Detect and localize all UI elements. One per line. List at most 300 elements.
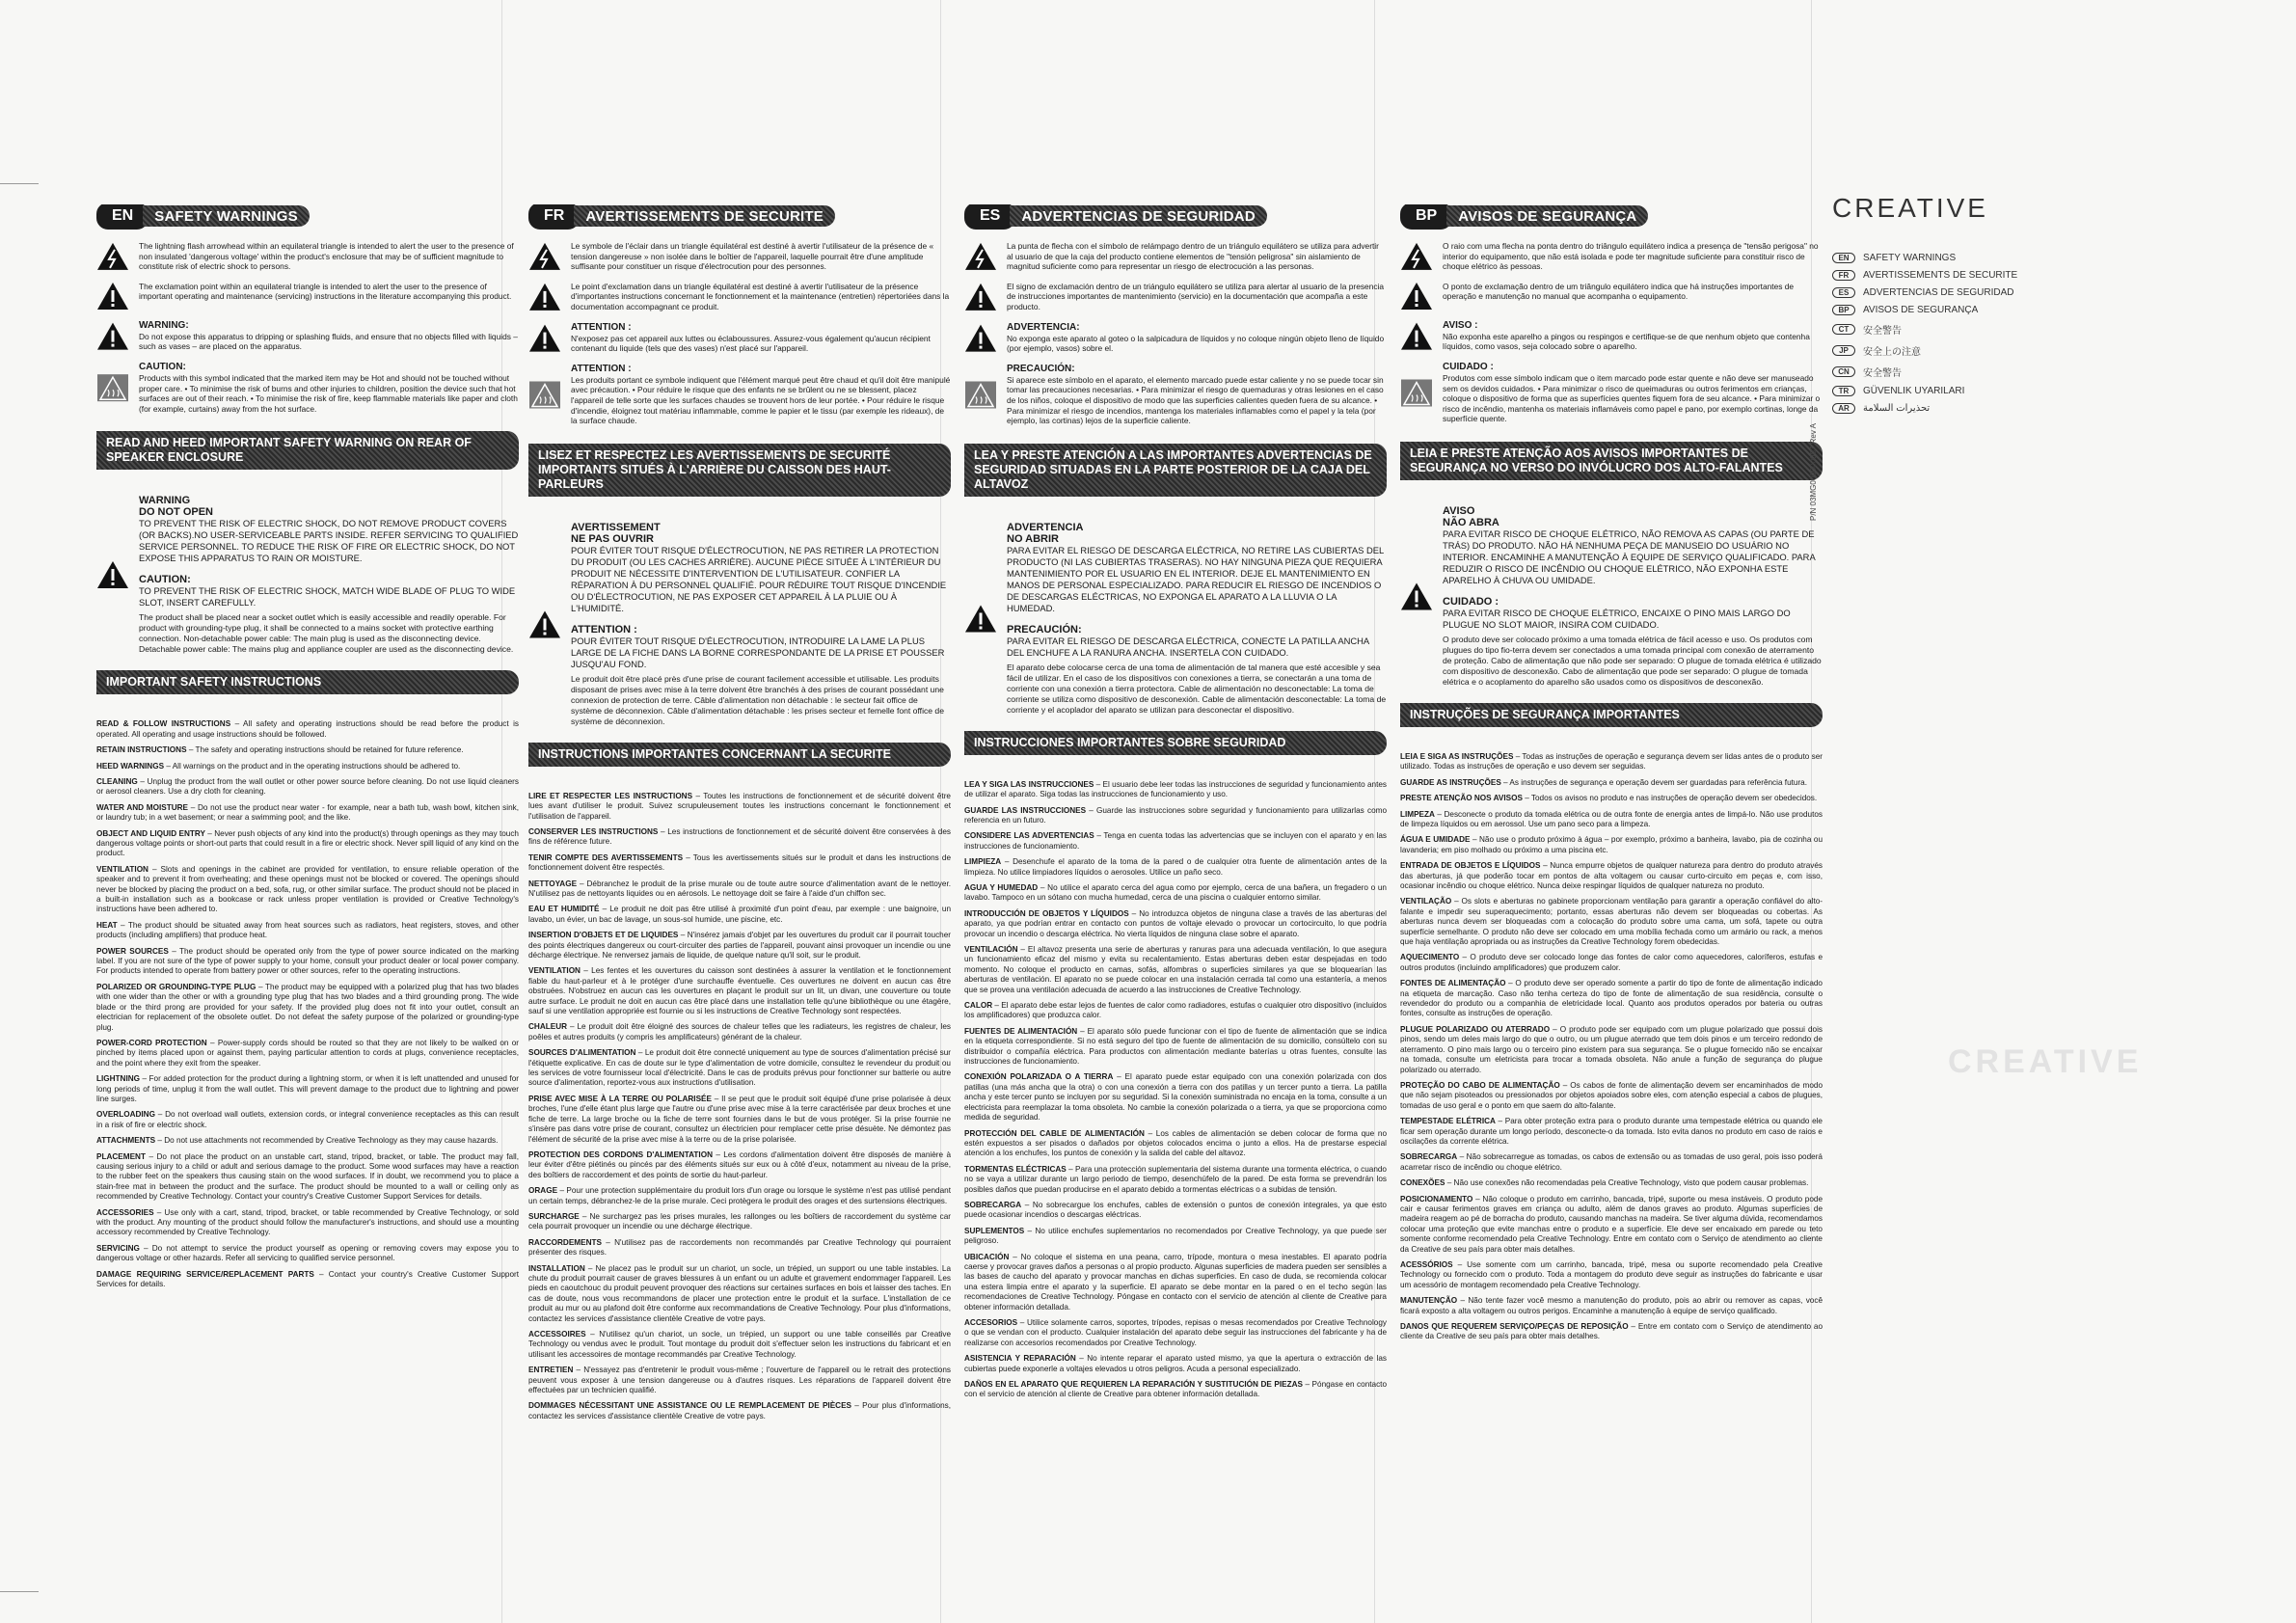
instruction-heading: LEA Y SIGA LAS INSTRUCCIONES [964,779,1094,789]
instruction-text: – El altavoz presenta una serie de aberturas y ranuras para una adecuada ventilación, lo que asegura un funcionamiento eficaz del mismo y evita su recalentamiento. Estas aberturas deben estar despejadas en todo momento. No coloque el producto en camas, sofás, alfombras o superficies similares ya que se bloquearían las aberturas de ventilación. El aparato no se puede colocar en una instalación cerrada tal como una estantería, a menos que se provea una ventilación adecuada de acuerdo a las instrucciones de Creative Technology. [964,945,1387,994]
warning-text: Le symbole de l'éclair dans un triangle équilatéral est destiné à avertir l'utilisateur de la présence de « tension dangereuse » non isolée dans le boîtier de l'appareil, laquelle pourrait être d'une amplitude suffisante pour constituer un risque d'électrocution pour des personnes. [571,241,934,272]
instruction-item [1400,1152,1823,1173]
instruction-heading: INTRODUCCIÓN DE OBJETOS Y LÍQUIDOS [964,908,1129,918]
instruction-text: – N'insérez jamais d'objet par les ouvertures du produit car il pourrait toucher des points électriques dangereux ou court-circuiter des parties de l'appareil, pouvant ainsi provoquer un incendie ou une décharge électrique. Ne renversez jamais de liquide, de quelque nature qu'il soit, sur le produit. [528,931,951,960]
rear-warning-heading: AVERTISSEMENT [571,521,661,533]
warning-text: La punta de flecha con el símbolo de relámpago dentro de un triángulo equilátero se utiliza para advertir al usuario de que la caja del producto contiene elementos de "tensión peligrosa" sin aislamiento de magnitud suficiente como para representar un riesgo de electrocución a las personas. [1007,241,1379,272]
language-code-badge: ES [1832,287,1855,298]
instruction-heading: INSTALLATION [528,1263,585,1273]
instruction-item [964,1201,1387,1221]
language-label: 安全警告 [1863,368,1902,379]
warning-lightning [1400,241,1823,272]
instruction-text: – N'utilisez qu'un chariot, un socle, un trépied, un support ou une table conseillés par Creative Technology ou vendus avec le produit. Tout montage du produit doit s'effectuer selon les instructions du fabricant et en utilisant les accessoires de montage recommandés par Creative Technology. [528,1330,951,1359]
instruction-item [528,1095,951,1145]
instruction-heading: NETTOYAGE [528,879,578,888]
caution-hot [96,362,519,414]
language-index-row [1832,365,2256,379]
instruction-item [1400,1081,1823,1111]
instruction-heading: HEAT [96,920,118,930]
section-title: SAFETY WARNINGS [143,205,310,227]
instruction-text: – Use somente com um carrinho, bancada, tripé, mesa ou suporte recomendado pela Creative Technology ou fornecido com o produto. Toda a montagem do produto deve seguir as instruções do fabricante e usar um acessório de montagem recomendado pela Creative Technology. [1400,1260,1823,1289]
instruction-text: – Desconecte o produto da tomada elétrica ou de outra fonte de energia antes de limpá-lo. Não use produtos de limpeza líquidos ou em aerossol. Use um pano seco para a limpeza. [1400,809,1823,828]
language-index-row [1832,305,2256,315]
instruction-item [96,1136,519,1146]
instruction-text: – Do not attempt to service the product yourself as opening or removing covers may expose you to dangerous voltage or other hazards. Refer all servicing to qualified service personnel. [96,1243,519,1263]
instruction-text: – Los cables de alimentación se deben colocar de forma que no estén expuestos a ser pisados o dañados por objetos colocados encima o junto a ellos. Ha de prestarse especial atención a los enchufes, los puntos de conexión y la salida del cable del altavoz. [964,1128,1387,1158]
instruction-heading: CHALEUR [528,1022,568,1032]
instruction-text: – Do not place the product on an unstable cart, stand, tripod, bracket, or table. The product may fall, causing serious injury to a child or adult and serious damage to the product. Some wood surfaces may have a reaction to the rubber feet on the speakers thus causing stain on the wood surfaces. If in doubt, we recommend you to place a stain-free mat in between the product and the surface. The product should be mounted to a wall or ceiling only as recommended by Creative Technology. Contact your country's Creative Customer Support Services for details. [96,1151,519,1202]
instruction-heading: LIMPEZA [1400,809,1435,819]
instruction-item [96,1039,519,1068]
instruction-heading: CLEANING [96,776,138,786]
lightning-triangle-icon [1400,241,1433,272]
instruction-item [528,1048,951,1089]
instruction-item [528,1238,951,1258]
exclamation-triangle-icon [528,522,561,727]
exclamation-triangle-icon [964,282,997,312]
language-label: تحذيرات السلامة [1863,403,1931,414]
instruction-text: – For added protection for the product during a lightning storm, or when it is left unattended and unused for long periods of time, unplug it from the wall outlet. This will prevent damage to the product due to lightning and power line surges. [96,1074,519,1103]
language-code-badge: CN [1832,366,1855,377]
warning-heading: AVISO : [1443,319,1478,331]
instruction-heading: DOMMAGES NÉCESSITANT UNE ASSISTANCE OU LE REMPLACEMENT DE PIÈCES [528,1401,851,1411]
instruction-heading: ASISTENCIA Y REPARACIÓN [964,1354,1076,1364]
instruction-heading: READ & FOLLOW INSTRUCTIONS [96,719,231,729]
instruction-item [1400,1117,1823,1147]
instruction-item [1400,835,1823,855]
ghost-logo: CREATIVE [1948,1043,2143,1080]
instruction-text: – Unplug the product from the wall outlet or other power source before cleaning. Do not use liquid cleaners or aerosol cleaners. Use a dry cloth for cleaning. [96,776,519,797]
instruction-text: – Never push objects of any kind into the product(s) through openings as they may touch dangerous voltage points or short-out parts that could result in a fire or electric shock. Never spill liquid of any kind on the product. [96,828,519,858]
instruction-item [964,857,1387,878]
hot-surface-icon [528,364,561,426]
instruction-heading: POSICIONAMENTO [1400,1194,1473,1204]
rear-warning-subheading: NO ABRIR [1007,532,1059,545]
warning-exclamation [964,282,1387,312]
instruction-heading: DAÑOS EN EL APARATO QUE REQUIEREN LA REPARACIÓN Y SUSTITUCIÓN DE PIEZAS [964,1380,1303,1390]
instruction-text: – N'essayez pas d'entretenir le produit vous-même ; l'ouverture de l'appareil ou le retrait des protections peuvent vous exposer à une tension dangereuse ou à d'autres risques. Les réparations de l'appareil doivent être effectuées par un technicien qualifié. [528,1366,951,1395]
caution-hot [528,364,951,426]
warning-exclamation [96,282,519,311]
instruction-heading: ACESSÓRIOS [1400,1260,1453,1269]
instruction-text: – Póngase en contacto con el servicio de atención al cliente de Creative para obtener información detallada. [964,1380,1387,1399]
instruction-item [1400,861,1823,891]
rear-caution-text: PARA EVITAR RISCO DE CHOQUE ELÉTRICO, ENCAIXE O PINO MAIS LARGO DO PLUGUE NO SLOT MAIOR, INSIRA COM CUIDADO. [1443,607,1791,630]
instruction-heading: PLUGUE POLARIZADO OU ATERRADO [1400,1024,1551,1034]
instruction-heading: CALOR [964,1001,993,1011]
exclamation-triangle-icon [1400,282,1433,311]
lightning-triangle-icon [528,241,561,272]
instruction-heading: SUPLEMENTOS [964,1226,1025,1235]
instruction-text: – All safety and operating instructions should be read before the product is operated. All operating and usage instructions should be followed. [96,719,519,739]
instruction-item [96,983,519,1033]
hot-surface-icon [1400,362,1433,424]
rear-caution-heading: CUIDADO : [1443,595,1499,608]
instruction-heading: TEMPESTADE ELÉTRICA [1400,1117,1496,1126]
instruction-heading: OBJECT AND LIQUID ENTRY [96,828,205,838]
instruction-text: – Não use conexões não recomendadas pela Creative Technology, visto que podem causar problemas. [1445,1178,1809,1188]
language-code-badge: FR [528,204,580,230]
language-label: GÜVENLIK UYARILARI [1863,386,1965,396]
caution-heading: ATTENTION : [571,363,632,374]
exclamation-triangle-icon [96,320,129,352]
instruction-text: – Não use o produto próximo à água – por exemplo, próximo a banheira, lavabo, pia de cozinha ou lavanderia; em piso molhado ou próximo a uma piscina etc. [1400,835,1823,854]
lightning-triangle-icon [96,241,129,272]
section-header [1400,204,1823,228]
instruction-text: – Use only with a cart, stand, tripod, bracket, or table recommended by Creative Technology, or sold with the product. Any mounting of the product should follow the manufacturer's instructions, and should use a mounting accessory recommended by Creative Technology. [96,1207,519,1237]
instruction-heading: RACCORDEMENTS [528,1237,602,1247]
language-code-badge: EN [96,204,149,230]
instruction-heading: LIRE ET RESPECTER LES INSTRUCTIONS [528,791,693,800]
rear-warning [528,522,951,727]
instruction-heading: FONTES DE ALIMENTAÇÃO [1400,979,1506,988]
exclamation-triangle-icon [964,522,997,716]
instruction-item [96,745,519,755]
instructions-banner: INSTRUCTIONS IMPORTANTES CONCERNANT LA SECURITE [528,743,951,767]
warning-text: The exclamation point within an equilateral triangle is intended to alert the user to the presence of important operating and maintenance (servicing) instructions in the literature accompanying this product. [139,281,512,302]
instruction-heading: PROTECTION DES CORDONS D'ALIMENTATION [528,1150,713,1159]
instruction-text: – Débranchez le produit de la prise murale ou de toute autre source d'alimentation avant de le nettoyer. N'utilisez pas de nettoyants liquides ou en aérosols. Le nettoyage doit se faire à l'aide d'un chiffon sec. [528,879,951,898]
instruction-text: – Le produit doit être connecté uniquement au type de sources d'alimentation précisé sur l'étiquette explicative. En cas de doute sur le type d'alimentation de votre domicile, consultez le revendeur du produit ou les services de votre fournisseur local d'électricité. Dans le cas de produits prévus pour fonctionner sur batterie ou autre source d'alimentation, reportez-vous aux instructions d'utilisation. [528,1048,951,1088]
instruction-heading: SERVICING [96,1243,140,1253]
instruction-heading: LEIA E SIGA AS INSTRUÇÕES [1400,751,1514,761]
instructions-list [96,719,519,1289]
instruction-text: – Les instructions de fonctionnement et de sécurité doivent être conservées à des fins de référence future. [528,826,951,847]
language-label: 安全警告 [1863,326,1902,337]
instruction-heading: EAU ET HUMIDITÉ [528,905,600,914]
language-index-row [1832,253,2256,263]
language-label: AVISOS DE SEGURANÇA [1863,305,1979,315]
language-code-badge: AR [1832,403,1855,414]
instruction-item [96,1074,519,1104]
instruction-text: – Os slots e aberturas no gabinete proporcionam ventilação para garantir a operação confiável do alto-falante e impedir seu superaquecimento; portanto, essas aberturas não devem ser bloqueadas ou cobertas. As aberturas nunca devem ser bloqueadas com a colocação do produto sobre uma cama, um sofá, tapete ou outra superfície semelhante. O produto não deve ser colocado em uma mobília fechada como um armário ou rack, a menos que haja ventilação apropriada ou as instruções da Creative Technology forem obedecidas. [1400,897,1823,947]
instruction-text: – No utilice el aparato cerca del agua como por ejemplo, cerca de una bañera, un fregadero o un lavabo. Tampoco en un sótano con mucha humedad, cerca de una piscina o cualquier entorno similar. [964,882,1387,903]
instruction-item [528,853,951,874]
language-code-badge: TR [1832,386,1855,396]
instruction-item [964,1380,1387,1400]
instructions-list [1400,752,1823,1342]
instruction-text: – Guarde las instrucciones sobre seguridad y funcionamiento para utilizarlas como referencia en un futuro. [964,805,1387,825]
instruction-text: – El aparato sólo puede funcionar con el tipo de fuente de alimentación que se indica en la etiqueta correspondiente. Si no está seguro del tipo de fuente de alimentación de su domicilio, consúltelo con su distribuidor o compañía eléctrica. Para productos con alimentación mediante baterías u otras fuentes, consulte las instrucciones de funcionamiento. [964,1026,1387,1067]
warning-liquids [528,322,951,354]
caution-hot [964,364,1387,426]
instruction-item [964,1001,1387,1021]
instruction-text: – Entre em contato com o Serviço de atendimento ao cliente da Creative de seu país para obter mais detalhes. [1400,1322,1823,1341]
instruction-item [1400,953,1823,973]
warning-exclamation [528,282,951,312]
warning-liquids [964,322,1387,354]
instruction-item [964,1072,1387,1123]
warning-text: Do not expose this apparatus to dripping or splashing fluids, and ensure that no objects filled with liquids – such as vases – are placed on the apparatus. [139,331,518,352]
language-code-badge: JP [1832,345,1855,356]
instruction-text: – Todos os avisos no produto e nas instruções de operação devem ser obedecidos. [1522,794,1818,803]
rear-warning [96,495,519,655]
instruction-item [1400,1025,1823,1075]
instruction-item [96,865,519,915]
instruction-text: – Os cabos de fonte de alimentação devem ser encaminhados de modo que não sejam pisoteados ou pressionados por objetos apoiados sobre eles, com atenção especial a cabos de plugues, tomadas de uso geral e o ponto em que saem do alto-falante. [1400,1080,1823,1110]
caution-heading: PRECAUCIÓN: [1007,363,1075,374]
instruction-heading: PRISE AVEC MISE À LA TERRE OU POLARISÉE [528,1094,712,1103]
instructions-banner: IMPORTANT SAFETY INSTRUCTIONS [96,670,519,694]
language-code-badge: BP [1400,204,1452,230]
instruction-item [964,780,1387,800]
instruction-text: – Do not use attachments not recommended by Creative Technology as they may cause hazards. [155,1136,499,1146]
rear-warning-subheading: DO NOT OPEN [139,506,214,519]
instruction-text: – Slots and openings in the cabinet are provided for ventilation, to ensure reliable operation of the speaker and to prevent it from overheating; and these openings must not be blocked or covered. The openings should never be blocked by placing the product on a bed, sofa, rug, or other similar surface. The product should not be placed in a built-in installation such as a bookcase or rack unless proper ventilation is provided or Creative Technology's instructions have been adhered to. [96,864,519,914]
language-index-row [1832,403,2256,414]
instruction-text: – Pour une protection supplémentaire du produit lors d'un orage ou lorsque le système n'est pas utilisé pendant un certain temps, débranchez-le de la prise murale. Ceci protègera le produit des orages et des surtensions électriques. [528,1186,951,1205]
exclamation-triangle-icon [96,495,129,655]
rear-warning [1400,505,1823,688]
instruction-heading: CONEXÕES [1400,1178,1445,1188]
rear-warning-subheading: NÃO ABRA [1443,516,1499,528]
instruction-item [96,762,519,771]
instruction-item [1400,810,1823,830]
instruction-item [528,1330,951,1360]
crop-mark [0,183,39,184]
rear-warning-banner: LEIA E PRESTE ATENÇÃO AOS AVISOS IMPORTANTES DE SEGURANÇA NO VERSO DO INVÓLUCRO DOS ALTO-FALANTES [1400,442,1823,480]
rear-caution-text: POUR ÉVITER TOUT RISQUE D'ÉLECTROCUTION, INTRODUIRE LA LAME LA PLUS LARGE DE LA FICHE DANS LA BORNE CORRESPONDANTE DE LA PRISE ET POUSSER JUSQU'AU FOND. [571,635,945,669]
rear-warning-text: PARA EVITAR RISCO DE CHOQUE ELÉTRICO, NÃO REMOVA AS CAPAS (OU PARTE DE TRÁS) DO PRODUTO. NÃO HÁ NENHUMA PEÇA DE MANUSEIO DO USUÁRIO NO INTERIOR. ENCAMINHE A MANUTENÇÃO À EQUIPE DE SERVIÇO QUALIFICADO. PARA REDUZIR O RISCO DE INCÊNDIO OU CHOQUE ELÉTRICO, NÃO EXPONHA ESTE APARELHO À CHUVA OU UMIDADE. [1443,527,1816,585]
instruction-heading: WATER AND MOISTURE [96,802,188,812]
section-title: AVISOS DE SEGURANÇA [1446,205,1648,227]
instruction-heading: POWER-CORD PROTECTION [96,1038,207,1047]
instruction-heading: DAMAGE REQUIRING SERVICE/REPLACEMENT PARTS [96,1269,314,1279]
language-column [964,204,1387,1593]
language-label: ADVERTENCIAS DE SEGURIDAD [1863,287,2014,298]
language-code-badge: ES [964,204,1015,230]
instruction-heading: CONEXIÓN POLARIZADA O A TIERRA [964,1072,1114,1082]
cover-panel [1832,193,2256,420]
instruction-heading: ACCESORIOS [964,1318,1018,1327]
warning-text: O ponto de exclamação dentro de um triângulo equilátero indica que há instruções importantes de operação e manutenção no manual que acompanha o equipamento. [1443,281,1795,302]
instruction-heading: CONSERVER LES INSTRUCTIONS [528,826,659,836]
instruction-item [1400,1260,1823,1290]
instruction-text: – El aparato puede estar equipado con una conexión polarizada con dos patillas (una más ancha que la otra) o con una conexión a tierra con dos patillas y un tercer punto a tierra. La patilla ancha y este tercer punto se incluyen por su seguridad. Si la conexión suministrada no encaja en la toma, consulte a un electricista para reemplazar la toma obsoleta. No cambie la conexión polarizada o a tierra, ya que se proporciona como medida de seguridad. [964,1072,1387,1123]
instruction-text: – The product may be equipped with a polarized plug that has two blades with one wider than the other or with a grounding type plug that has two blades and a third grounding prong. The wide blade or the third prong are provided for your safety. If the provided plug does not fit into your outlet, consult an electrician for replacement of the obsolete outlet. Do not defeat the safety purpose of the polarized or grounding-type plug. [96,982,519,1032]
instruction-text: – El usuario debe leer todas las instrucciones de seguridad y funcionamiento antes de utilizar el aparato. Siga todas las instrucciones de funcionamiento y uso. [964,779,1387,799]
instruction-item [1400,1178,1823,1188]
instruction-item [96,1208,519,1238]
exclamation-triangle-icon [528,322,561,354]
instruction-heading: VENTILACIÓN [964,945,1018,954]
instruction-heading: RETAIN INSTRUCTIONS [96,745,187,755]
instruction-item [964,831,1387,852]
instruction-heading: DANOS QUE REQUEREM SERVIÇO/PEÇAS DE REPOSIÇÃO [1400,1322,1629,1332]
instruction-text: – Les fentes et les ouvertures du caisson sont destinées à assurer la ventilation et le fonctionnement fiable du haut-parleur et à le protéger d'une surchauffe éventuelle. Ces ouvertures ne doivent en aucun cas être obstruées. N'obstruez en aucun cas les ouvertures en plaçant le produit sur un lit, un divan, une couverture ou toute autre surface. Le produit ne doit en aucun cas être placé dans une installation telle qu'une bibliothèque ou une étagère, sauf si une ventilation appropriée est fournie ou si les instructions de Creative Technology sont respectées. [528,966,951,1016]
instruction-text: – Do not overload wall outlets, extension cords, or integral convenience receptacles as this can result in a risk of fire or electric shock. [96,1110,519,1129]
instruction-text: – The product should be situated away from heat sources such as radiators, heat registers, stoves, and other products (including amplifiers) that produce heat. [96,920,519,940]
instruction-heading: LIGHTNING [96,1074,141,1084]
instruction-item [96,1110,519,1130]
language-label: SAFETY WARNINGS [1863,253,1957,263]
instruction-item [964,1318,1387,1348]
language-column [1400,204,1823,1593]
rear-warning [964,522,1387,716]
instruction-text: – Não tente fazer você mesmo a manutenção do produto, pois ao abrir ou remover as capas, você ficará exposto a alta voltagem ou outros perigos. Encaminhe a manutenção à equipe de serviço qualificado. [1400,1296,1823,1315]
instruction-heading: TORMENTAS ELÉCTRICAS [964,1164,1067,1174]
exclamation-triangle-icon [528,282,561,312]
language-index-row [1832,386,2256,396]
instruction-item [1400,778,1823,788]
language-label: AVERTISSEMENTS DE SECURITE [1863,270,2018,281]
instruction-text: – Pour plus d'informations, contactez les services d'assistance clientèle Creative de votre pays. [528,1401,951,1420]
instruction-heading: MANUTENÇÃO [1400,1296,1458,1306]
instruction-text: – Tous les avertissements situés sur le produit et dans les instructions de fonctionnement doivent être respectés. [528,852,951,873]
caution-heading: CAUTION: [139,361,186,372]
language-column [96,204,519,1593]
rear-caution-text: TO PREVENT THE RISK OF ELECTRIC SHOCK, MATCH WIDE BLADE OF PLUG TO WIDE SLOT, INSERT CAREFULLY. [139,585,516,609]
instructions-banner: INSTRUÇÕES DE SEGURANÇA IMPORTANTES [1400,703,1823,727]
instruction-heading: ACCESSOIRES [528,1330,586,1339]
lightning-triangle-icon [964,241,997,272]
rear-warning-heading: ADVERTENCIA [1007,521,1084,533]
warning-text: Le point d'exclamation dans un triangle équilatéral est destiné à avertir l'utilisateur de la présence d'importantes instructions concernant le fonctionnement et la maintenance (entretien) répertoriées dans la documentation accompagnant ce produit. [571,281,950,311]
instructions-list [964,780,1387,1400]
instruction-text: – Il se peut que le produit soit équipé d'une prise polarisée à deux broches, l'une d'elle étant plus large que l'autre ou d'une prise avec mise à la terre caractérisée par deux broches et une fiche de terre. La large broche ou la fiche de terre sont fournies dans le but de vous protéger. Si la prise fournie ne s'insère pas dans votre prise de courant, consultez un électricien pour remplacer cette prise désuète. Ne démontez pas l'élément de sécurité de la prise avec mise à la terre ou de la prise polarisée. [528,1094,951,1144]
instruction-item [528,827,951,848]
language-index-row [1832,343,2256,358]
instruction-text: – No coloque el sistema en una peana, carro, trípode, montura o mesa inestables. El aparato podría caerse y provocar graves daños a personas o al propio producto. Algunas superficies de madera pueden ser sensibles a las bases de caucho del aparato y provocar manchas en dichas superficies. En caso de duda, se recomienda colocar una estera limpia entre el aparato y la superficie. El aparato se debe montar en la pared o en el techo según las recomendaciones de Creative Technology. Póngase en contacto con el servicio de atención al cliente de Creative para obtener información detallada. [964,1252,1387,1312]
rear-warning-banner: LEA Y PRESTE ATENCIÓN A LAS IMPORTANTES ADVERTENCIAS DE SEGURIDAD SITUADAS EN LA PARTE POSTERIOR DE LA CAJA DEL ALTAVOZ [964,444,1387,497]
caution-text: Si aparece este símbolo en el aparato, el elemento marcado puede estar caliente y no se puede tocar sin tomar las precauciones necesarias. • Para minimizar el riesgo de quemaduras y otras lesiones en el caso de los niños, coloque el dispositivo de modo que las superficies calientes queden fuera de su alcance. • Para minimizar el riesgo de incendios, mantenga los materiales inflamables como el papel y la tela (por ejemplo, las cortinas) lejos de la superficie caliente. [1007,374,1384,426]
section-title: ADVERTENCIAS DE SEGURIDAD [1010,205,1267,227]
instruction-text: – Nunca empurre objetos de qualquer natureza para dentro do produto através das aberturas, já que poderão tocar em pontos de alta voltagem ou causar curto-circuito em peças e, com isso, ocasionar incêndio ou choque elétrico. Nunca deixe respingar líquidos de qualquer natureza no produto. [1400,861,1823,890]
rear-warning-banner: READ AND HEED IMPORTANT SAFETY WARNING ON REAR OF SPEAKER ENCLOSURE [96,431,519,470]
instruction-item [528,1264,951,1324]
exclamation-triangle-icon [1400,505,1433,688]
caution-text: Les produits portant ce symbole indiquent que l'élément marqué peut être chaud et qu'il doit être manipulé avec précaution. • Pour réduire le risque que des enfants ne se brûlent ou ne se blessent, placez l'appareil de telle sorte que les surfaces chaudes se trouvent hors de leur portée. • Pour réduire le risque d'incendie, éloignez tout matériau inflammable, comme le papier et le tissu (par exemple les rideaux), de la surface chaude. [571,374,951,426]
rear-caution-text: PARA EVITAR EL RIESGO DE DESCARGA ELÉCTRICA, CONECTE LA PATILLA ANCHA DEL ENCHUFE A LA RANURA ANCHA. INSERTELA CON CUIDADO. [1007,635,1369,658]
instruction-text: – No sobrecargue los enchufes, cables de extensión o puntos de conexión integrales, ya que esto puede ocasionar incendios o descargas eléctricas. [964,1200,1387,1220]
instruction-text: – Para una protección suplementaria del sistema durante una tormenta eléctrica, o cuando no se vaya a utilizar durante un largo periodo de tiempo, desenchúfelo de la pared. De esta forma se prevendrán los posibles daños que puedan producirse en el aparato debido a tormentas eléctricas o a subidas de tensión. [964,1164,1387,1194]
instruction-item [1400,979,1823,1019]
instruction-text: – N'utilisez pas de raccordements non recommandés par Creative Technology qui pourraient présenter des risques. [528,1237,951,1258]
language-code-badge: CT [1832,324,1855,335]
instruction-heading: ENTRADA DE OBJETOS E LÍQUIDOS [1400,861,1541,871]
instruction-item [1400,752,1823,772]
rear-caution-notes: Le produit doit être placé près d'une prise de courant facilement accessible et utilisable. Les produits disposant de prises avec mise à la terre doivent être branchés à des prises de courant possédant une connexion de protection de terre. Câble d'alimentation non détachable : le secteur fait office de système de déconnexion. Câble d'alimentation détachable : les prises secteur et femelle font office de système de déconnexion. [571,673,944,726]
hot-surface-icon [964,364,997,426]
instruction-text: – Contact your country's Creative Customer Support Services for details. [96,1269,519,1289]
instruction-item [964,1027,1387,1068]
instruction-text: – Não coloque o produto em carrinho, bancada, tripé, suporte ou mesa instáveis. O produto pode cair e causar ferimentos graves em criança ou adulto, além de danos graves ao produto. Algumas superfícies de madeira reagem ao pé de borracha do produto, causando manchas na madeira. Se tiver alguma dúvida, recomendamos colocar uma proteção que evite manchas entre o produto e a superfície. Ele deve ser encaixado em parede ou teto somente conforme recomendado pela Creative Technology. Entre em contato com o Serviço de atendimento ao cliente da Creative de seu país para obter mais detalhes. [1400,1194,1823,1254]
instruction-text: – Utilice solamente carros, soportes, trípodes, repisas o mesas recomendados por Creative Technology o que se vendan con el producto. Cualquier instalación del aparato debe seguir las instrucciones del fabricante y ha de realizarse con accesorios recomendados por Creative Technology. [964,1318,1387,1347]
instruction-heading: GUARDE LAS INSTRUCCIONES [964,805,1087,815]
instruction-item [96,803,519,824]
part-number: P/N 03MG000000087 Rev A [1809,423,1818,521]
instruction-heading: GUARDE AS INSTRUÇÕES [1400,777,1501,787]
instruction-heading: ORAGE [528,1186,558,1196]
instruction-heading: CONSIDERE LAS ADVERTENCIAS [964,831,1094,841]
instruction-heading: PROTEÇÃO DO CABO DE ALIMENTAÇÃO [1400,1080,1560,1090]
rear-caution-notes: O produto deve ser colocado próximo a uma tomada elétrica de fácil acesso e uso. Os produtos com plugues do tipo fio-terra devem ser conectados a uma tomada principal com conexão de aterramento de proteção. Cabo de alimentação que não pode ser separado: O plugue de tomada elétrica é utilizado com dispositivo de desconexão. Cabo de alimentação que pode ser separado: O plugue de tomada elétrica e o acoplamento do aparelho são usados como os dispositivos de desconexão. [1443,634,1822,687]
warning-text: N'exposez pas cet appareil aux luttes ou éclaboussures. Assurez-vous également qu'aucun récipient contenant du liquide (tels que des vases) n'est placé sur l'appareil. [571,333,931,354]
language-code-badge: FR [1832,270,1855,281]
exclamation-triangle-icon [964,322,997,354]
rear-warning-heading: WARNING [139,495,191,507]
instruction-item [1400,897,1823,947]
instruction-item [964,806,1387,826]
warning-heading: WARNING: [139,319,189,331]
instruction-text: – No intente reparar el aparato usted mismo, ya que la apertura o extracción de las cubiertas puede exponerle a voltajes elevados u otros peligros. Acuda a personal especializado. [964,1354,1387,1373]
instruction-item [964,945,1387,995]
instruction-heading: POLARIZED OR GROUNDING-TYPE PLUG [96,982,257,991]
instruction-heading: HEED WARNINGS [96,761,165,771]
instruction-item [1400,794,1823,803]
language-index-row [1832,322,2256,337]
warning-exclamation [1400,282,1823,311]
warning-lightning [964,241,1387,272]
section-title: AVERTISSEMENTS DE SECURITE [574,205,835,227]
instruction-item [964,1227,1387,1247]
instruction-item [1400,1195,1823,1255]
instruction-heading: SOBRECARGA [964,1200,1022,1209]
instruction-text: – El aparato debe estar lejos de fuentes de calor como radiadores, estufas o cualquier otro dispositivo (incluidos los amplificadores) que produzca calor. [964,1001,1387,1020]
hot-surface-icon [96,362,129,414]
rear-warning-subheading: NE PAS OUVRIR [571,532,654,545]
instruction-item [528,1401,951,1421]
instruction-text: – O produto pode ser equipado com um plugue polarizado que possui dois pinos, sendo um deles mais largo do que o outro, ou um plugue aterrado que tem dois pinos e um terceiro redondo de aterramento. O pino mais largo ou o terceiro pino existem para sua segurança. Se o plugue fornecido não se encaixar na tomada, consulte um eletricista para trocar a tomada obsoleta. Não anule a função de segurança do plugue polarizado ou aterrado. [1400,1024,1823,1074]
instruction-item [964,1165,1387,1195]
instruction-heading: VENTILATION [528,966,581,976]
instruction-text: – Do not use the product near water - for example, near a bath tub, wash bowl, kitchen sink, or laundry tub; in a wet basement; or near a swimming pool; and the like. [96,802,519,823]
instruction-heading: LIMPIEZA [964,857,1002,867]
section-header [96,204,519,228]
warning-text: The lightning flash arrowhead within an equilateral triangle is intended to alert the user to the presence of non insulated 'dangerous voltage' within the product's enclosure that may be of sufficient magnitude to constitute risk of electric shock to persons. [139,241,514,272]
instruction-item [528,1022,951,1042]
instruction-heading: SOBRECARGA [1400,1152,1458,1162]
instruction-text: – As instruções de segurança e operação devem ser guardadas para referência futura. [1500,777,1808,787]
language-label: 安全上の注意 [1863,347,1921,358]
instruction-heading: SOURCES D'ALIMENTATION [528,1048,636,1058]
instruction-text: – Ne placez pas le produit sur un chariot, un socle, un trépied, un support ou une table instables. La chute du produit pourrait causer de graves blessures à un enfant ou un adulte et gravement endommager l'appareil. Les pieds en caoutchouc du produit peuvent provoquer des réactions sur certaines surfaces en bois et laisser des taches. En cas de doute, nous vous recommandons de placer une protection entre le produit et la surface. L'installation de ce produit au mur ou au plafond doit être conforme aux recommandations de Creative Technology. Pour plus d'informations, contactez les services d'assistance clientèle Creative de votre pays. [528,1263,951,1323]
instruction-item [96,1270,519,1290]
instruction-item [96,1244,519,1264]
rear-caution-notes: The product shall be placed near a socket outlet which is easily accessible and readily operable. For product with grounding-type plug, it shall be connected to a mains socket with protective earthing connection. Non-detachable power cable: The main plug is used as the disconnecting device. Detachable power cable: The mains plug and appliance coupler are used as the disconnecting device. [139,612,514,655]
instruction-item [528,1366,951,1395]
language-index [1832,253,2256,414]
instruction-item [964,1354,1387,1374]
warning-liquids [1400,320,1823,352]
instruction-item [964,1253,1387,1312]
instructions-banner: INSTRUCCIONES IMPORTANTES SOBRE SEGURIDAD [964,731,1387,755]
instruction-heading: UBICACIÓN [964,1252,1010,1261]
language-index-row [1832,270,2256,281]
instruction-item [528,931,951,960]
instruction-text: – Tenga en cuenta todas las advertencias que se incluyen con el aparato y en las instrucciones de funcionamiento. [964,831,1387,851]
language-index-row [1832,287,2256,298]
caution-heading: CUIDADO : [1443,361,1494,372]
exclamation-triangle-icon [96,282,129,311]
instructions-list [528,792,951,1422]
instruction-item [528,879,951,900]
rear-warning-text: POUR ÉVITER TOUT RISQUE D'ÉLECTROCUTION, NE PAS RETIRER LA PROTECTION DU PRODUIT (OU LES CACHES ARRIÈRE). AUCUNE PIÈCE SITUÉE À L'INTÉRIEUR DU PRODUIT NE NÉCESSITE D'INTERVENTION DE L'UTILISATEUR. CONFIER LA RÉPARATION À DU PERSONNEL QUALIFIÉ. POUR RÉDUIRE TOUT RISQUE D'INCENDIE OU D'ÉLECTROCUTION, NE PAS EXPOSER CET APPAREIL À LA PLUIE OU À L'HUMIDITÉ. [571,544,947,613]
rear-caution-heading: PRECAUCIÓN: [1007,623,1082,636]
instruction-heading: TENIR COMPTE DES AVERTISSEMENTS [528,852,684,862]
instruction-heading: ÁGUA E UMIDADE [1400,835,1471,845]
creative-logo: CREATIVE [1832,193,1988,223]
instruction-heading: OVERLOADING [96,1110,155,1120]
section-header [964,204,1387,228]
instruction-text: – Les cordons d'alimentation doivent être disposés de manière à leur éviter d'être piétinés ou pincés par des éléments situés sur eux ou à côté d'eux, notamment au niveau de la prise, des boîtiers de raccordement et des points de sortie du haut-parleur. [528,1150,951,1179]
instruction-text: – No introduzca objetos de ninguna clase a través de las aberturas del aparato, ya que podrían entrar en contacto con puntos de voltaje elevado o provocar un cortocircuito, lo que podría provocar un incendio o descarga eléctrica. No vierta líquidos de ninguna clase sobre el aparato. [964,908,1387,938]
warning-text: El signo de exclamación dentro de un triángulo equilátero se utiliza para alertar al usuario de la presencia de instrucciones importantes de mantenimiento (servicio) en la documentación que acompaña a este producto. [1007,281,1385,311]
rear-caution-heading: ATTENTION : [571,623,637,636]
instruction-heading: PROTECCIÓN DEL CABLE DE ALIMENTACIÓN [964,1128,1145,1138]
instruction-text: – Todas as instruções de operação e segurança devem ser lidas antes de o produto ser utilizado. Todas as instruções de operação e uso devem ser seguidas. [1400,751,1823,771]
instruction-heading: PRESTE ATENÇÃO NOS AVISOS [1400,794,1523,803]
